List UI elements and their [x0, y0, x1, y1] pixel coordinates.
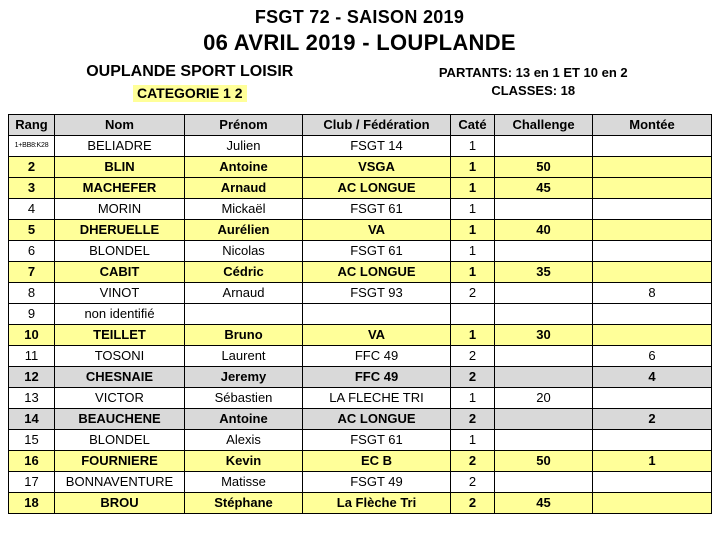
column-header-club: Club / Fédération [303, 115, 451, 136]
cell-prenom: Mickaël [185, 199, 303, 220]
header-columns [0, 62, 719, 103]
cell-challenge [495, 304, 593, 325]
cell-challenge [495, 199, 593, 220]
cell-club: EC B [303, 451, 451, 472]
cell-prenom: Matisse [185, 472, 303, 493]
cell-montee [593, 199, 712, 220]
cell-club: La Flèche Tri [303, 493, 451, 514]
cell-club: VA [303, 325, 451, 346]
column-header-cate: Caté [451, 115, 495, 136]
cell-cate: 1 [451, 325, 495, 346]
table-row [9, 220, 712, 241]
cell-cate: 1 [451, 241, 495, 262]
table-row [9, 283, 712, 304]
table-row [9, 262, 712, 283]
cell-nom: TEILLET [55, 325, 185, 346]
cell-rang: 2 [9, 157, 55, 178]
cell-club: FSGT 14 [303, 136, 451, 157]
cell-nom: DHERUELLE [55, 220, 185, 241]
header-right [362, 62, 706, 100]
cell-prenom: Jeremy [185, 367, 303, 388]
column-header-challenge: Challenge [495, 115, 593, 136]
cell-montee [593, 178, 712, 199]
cell-nom: BEAUCHENE [55, 409, 185, 430]
cell-cate: 2 [451, 409, 495, 430]
table-row [9, 199, 712, 220]
cell-cate [451, 304, 495, 325]
results-table-wrapper [8, 114, 711, 514]
cell-club: FSGT 61 [303, 199, 451, 220]
cell-challenge [495, 409, 593, 430]
cell-nom: BLONDEL [55, 241, 185, 262]
cell-montee: 1 [593, 451, 712, 472]
cell-cate: 2 [451, 493, 495, 514]
cell-rang: 8 [9, 283, 55, 304]
cell-nom: MORIN [55, 199, 185, 220]
cell-cate: 1 [451, 220, 495, 241]
cell-club: AC LONGUE [303, 262, 451, 283]
cell-club: LA FLECHE TRI [303, 388, 451, 409]
cell-prenom: Laurent [185, 346, 303, 367]
cell-prenom: Sébastien [185, 388, 303, 409]
table-row [9, 346, 712, 367]
cell-challenge: 35 [495, 262, 593, 283]
cell-cate: 1 [451, 199, 495, 220]
cell-club: FSGT 93 [303, 283, 451, 304]
table-row [9, 388, 712, 409]
cell-montee: 8 [593, 283, 712, 304]
cell-club: FFC 49 [303, 367, 451, 388]
cell-prenom: Alexis [185, 430, 303, 451]
cell-challenge: 45 [495, 178, 593, 199]
table-row [9, 136, 712, 157]
cell-nom: non identifié [55, 304, 185, 325]
table-row [9, 325, 712, 346]
table-row [9, 493, 712, 514]
cell-prenom: Stéphane [185, 493, 303, 514]
cell-rang: 6 [9, 241, 55, 262]
starters-count: PARTANTS: 13 en 1 ET 10 en 2 [438, 65, 628, 80]
cell-club: VSGA [303, 157, 451, 178]
cell-nom: VINOT [55, 283, 185, 304]
cell-club [303, 304, 451, 325]
cell-challenge: 30 [495, 325, 593, 346]
cell-challenge: 20 [495, 388, 593, 409]
cell-club: FFC 49 [303, 346, 451, 367]
cell-nom: BLIN [55, 157, 185, 178]
cell-montee [593, 325, 712, 346]
cell-rang: 4 [9, 199, 55, 220]
cell-rang: 15 [9, 430, 55, 451]
cell-prenom: Julien [185, 136, 303, 157]
table-row [9, 430, 712, 451]
season-title: FSGT 72 - SAISON 2019 [254, 7, 465, 27]
classified-count: CLASSES: 18 [491, 83, 576, 98]
cell-challenge [495, 283, 593, 304]
results-table [8, 114, 712, 514]
cell-montee [593, 388, 712, 409]
cell-cate: 1 [451, 430, 495, 451]
cell-cate: 1 [451, 157, 495, 178]
cell-cate: 2 [451, 451, 495, 472]
cell-montee [593, 493, 712, 514]
cell-montee [593, 304, 712, 325]
page-header [0, 0, 719, 107]
column-header-prenom: Prénom [185, 115, 303, 136]
results-table-body [9, 136, 712, 514]
cell-challenge [495, 430, 593, 451]
cell-montee [593, 220, 712, 241]
cell-cate: 1 [451, 388, 495, 409]
cell-montee [593, 157, 712, 178]
cell-montee: 6 [593, 346, 712, 367]
table-row [9, 367, 712, 388]
cell-challenge [495, 472, 593, 493]
cell-prenom: Arnaud [185, 178, 303, 199]
cell-prenom: Arnaud [185, 283, 303, 304]
cell-montee: 2 [593, 409, 712, 430]
cell-rang: 12 [9, 367, 55, 388]
cell-cate: 1 [451, 178, 495, 199]
column-header-rang: Rang [9, 115, 55, 136]
event-title: 06 AVRIL 2019 - LOUPLANDE [203, 30, 516, 55]
cell-nom: VICTOR [55, 388, 185, 409]
table-row [9, 157, 712, 178]
cell-montee: 4 [593, 367, 712, 388]
cell-montee [593, 241, 712, 262]
cell-club: AC LONGUE [303, 178, 451, 199]
cell-nom: BLONDEL [55, 430, 185, 451]
cell-cate: 1 [451, 136, 495, 157]
cell-challenge [495, 346, 593, 367]
cell-rang: 10 [9, 325, 55, 346]
column-header-montee: Montée [593, 115, 712, 136]
cell-rang: 17 [9, 472, 55, 493]
cell-cate: 2 [451, 346, 495, 367]
cell-montee [593, 430, 712, 451]
cell-nom: BELIADRE [55, 136, 185, 157]
cell-prenom: Antoine [185, 409, 303, 430]
cell-rang: 1+BB8:K28 [9, 136, 55, 157]
table-row [9, 241, 712, 262]
cell-rang: 5 [9, 220, 55, 241]
table-row [9, 304, 712, 325]
cell-rang: 14 [9, 409, 55, 430]
cell-prenom: Aurélien [185, 220, 303, 241]
organizing-club: OUPLANDE SPORT LOISIR [86, 63, 294, 80]
category-label: CATEGORIE 1 2 [133, 85, 247, 102]
cell-challenge: 50 [495, 157, 593, 178]
cell-nom: CABIT [55, 262, 185, 283]
cell-rang: 18 [9, 493, 55, 514]
table-row [9, 472, 712, 493]
cell-nom: TOSONI [55, 346, 185, 367]
cell-nom: BONNAVENTURE [55, 472, 185, 493]
cell-rang: 3 [9, 178, 55, 199]
cell-challenge: 40 [495, 220, 593, 241]
cell-challenge: 45 [495, 493, 593, 514]
cell-rang: 13 [9, 388, 55, 409]
cell-cate: 2 [451, 367, 495, 388]
table-header-row [9, 115, 712, 136]
cell-montee [593, 136, 712, 157]
cell-rang: 9 [9, 304, 55, 325]
cell-rang: 11 [9, 346, 55, 367]
cell-prenom: Bruno [185, 325, 303, 346]
cell-nom: MACHEFER [55, 178, 185, 199]
cell-club: FSGT 61 [303, 241, 451, 262]
cell-prenom: Nicolas [185, 241, 303, 262]
cell-nom: FOURNIERE [55, 451, 185, 472]
cell-challenge [495, 367, 593, 388]
header-left [18, 62, 362, 103]
cell-cate: 2 [451, 472, 495, 493]
cell-rang: 16 [9, 451, 55, 472]
cell-challenge: 50 [495, 451, 593, 472]
table-row [9, 409, 712, 430]
table-row [9, 451, 712, 472]
cell-cate: 1 [451, 262, 495, 283]
cell-club: FSGT 61 [303, 430, 451, 451]
cell-club: FSGT 49 [303, 472, 451, 493]
table-row [9, 178, 712, 199]
column-header-nom: Nom [55, 115, 185, 136]
cell-cate: 2 [451, 283, 495, 304]
cell-prenom: Kevin [185, 451, 303, 472]
cell-prenom: Cédric [185, 262, 303, 283]
cell-montee [593, 262, 712, 283]
cell-challenge [495, 136, 593, 157]
cell-nom: CHESNAIE [55, 367, 185, 388]
cell-challenge [495, 241, 593, 262]
cell-rang: 7 [9, 262, 55, 283]
cell-club: AC LONGUE [303, 409, 451, 430]
cell-club: VA [303, 220, 451, 241]
cell-nom: BROU [55, 493, 185, 514]
cell-prenom [185, 304, 303, 325]
cell-prenom: Antoine [185, 157, 303, 178]
cell-montee [593, 472, 712, 493]
